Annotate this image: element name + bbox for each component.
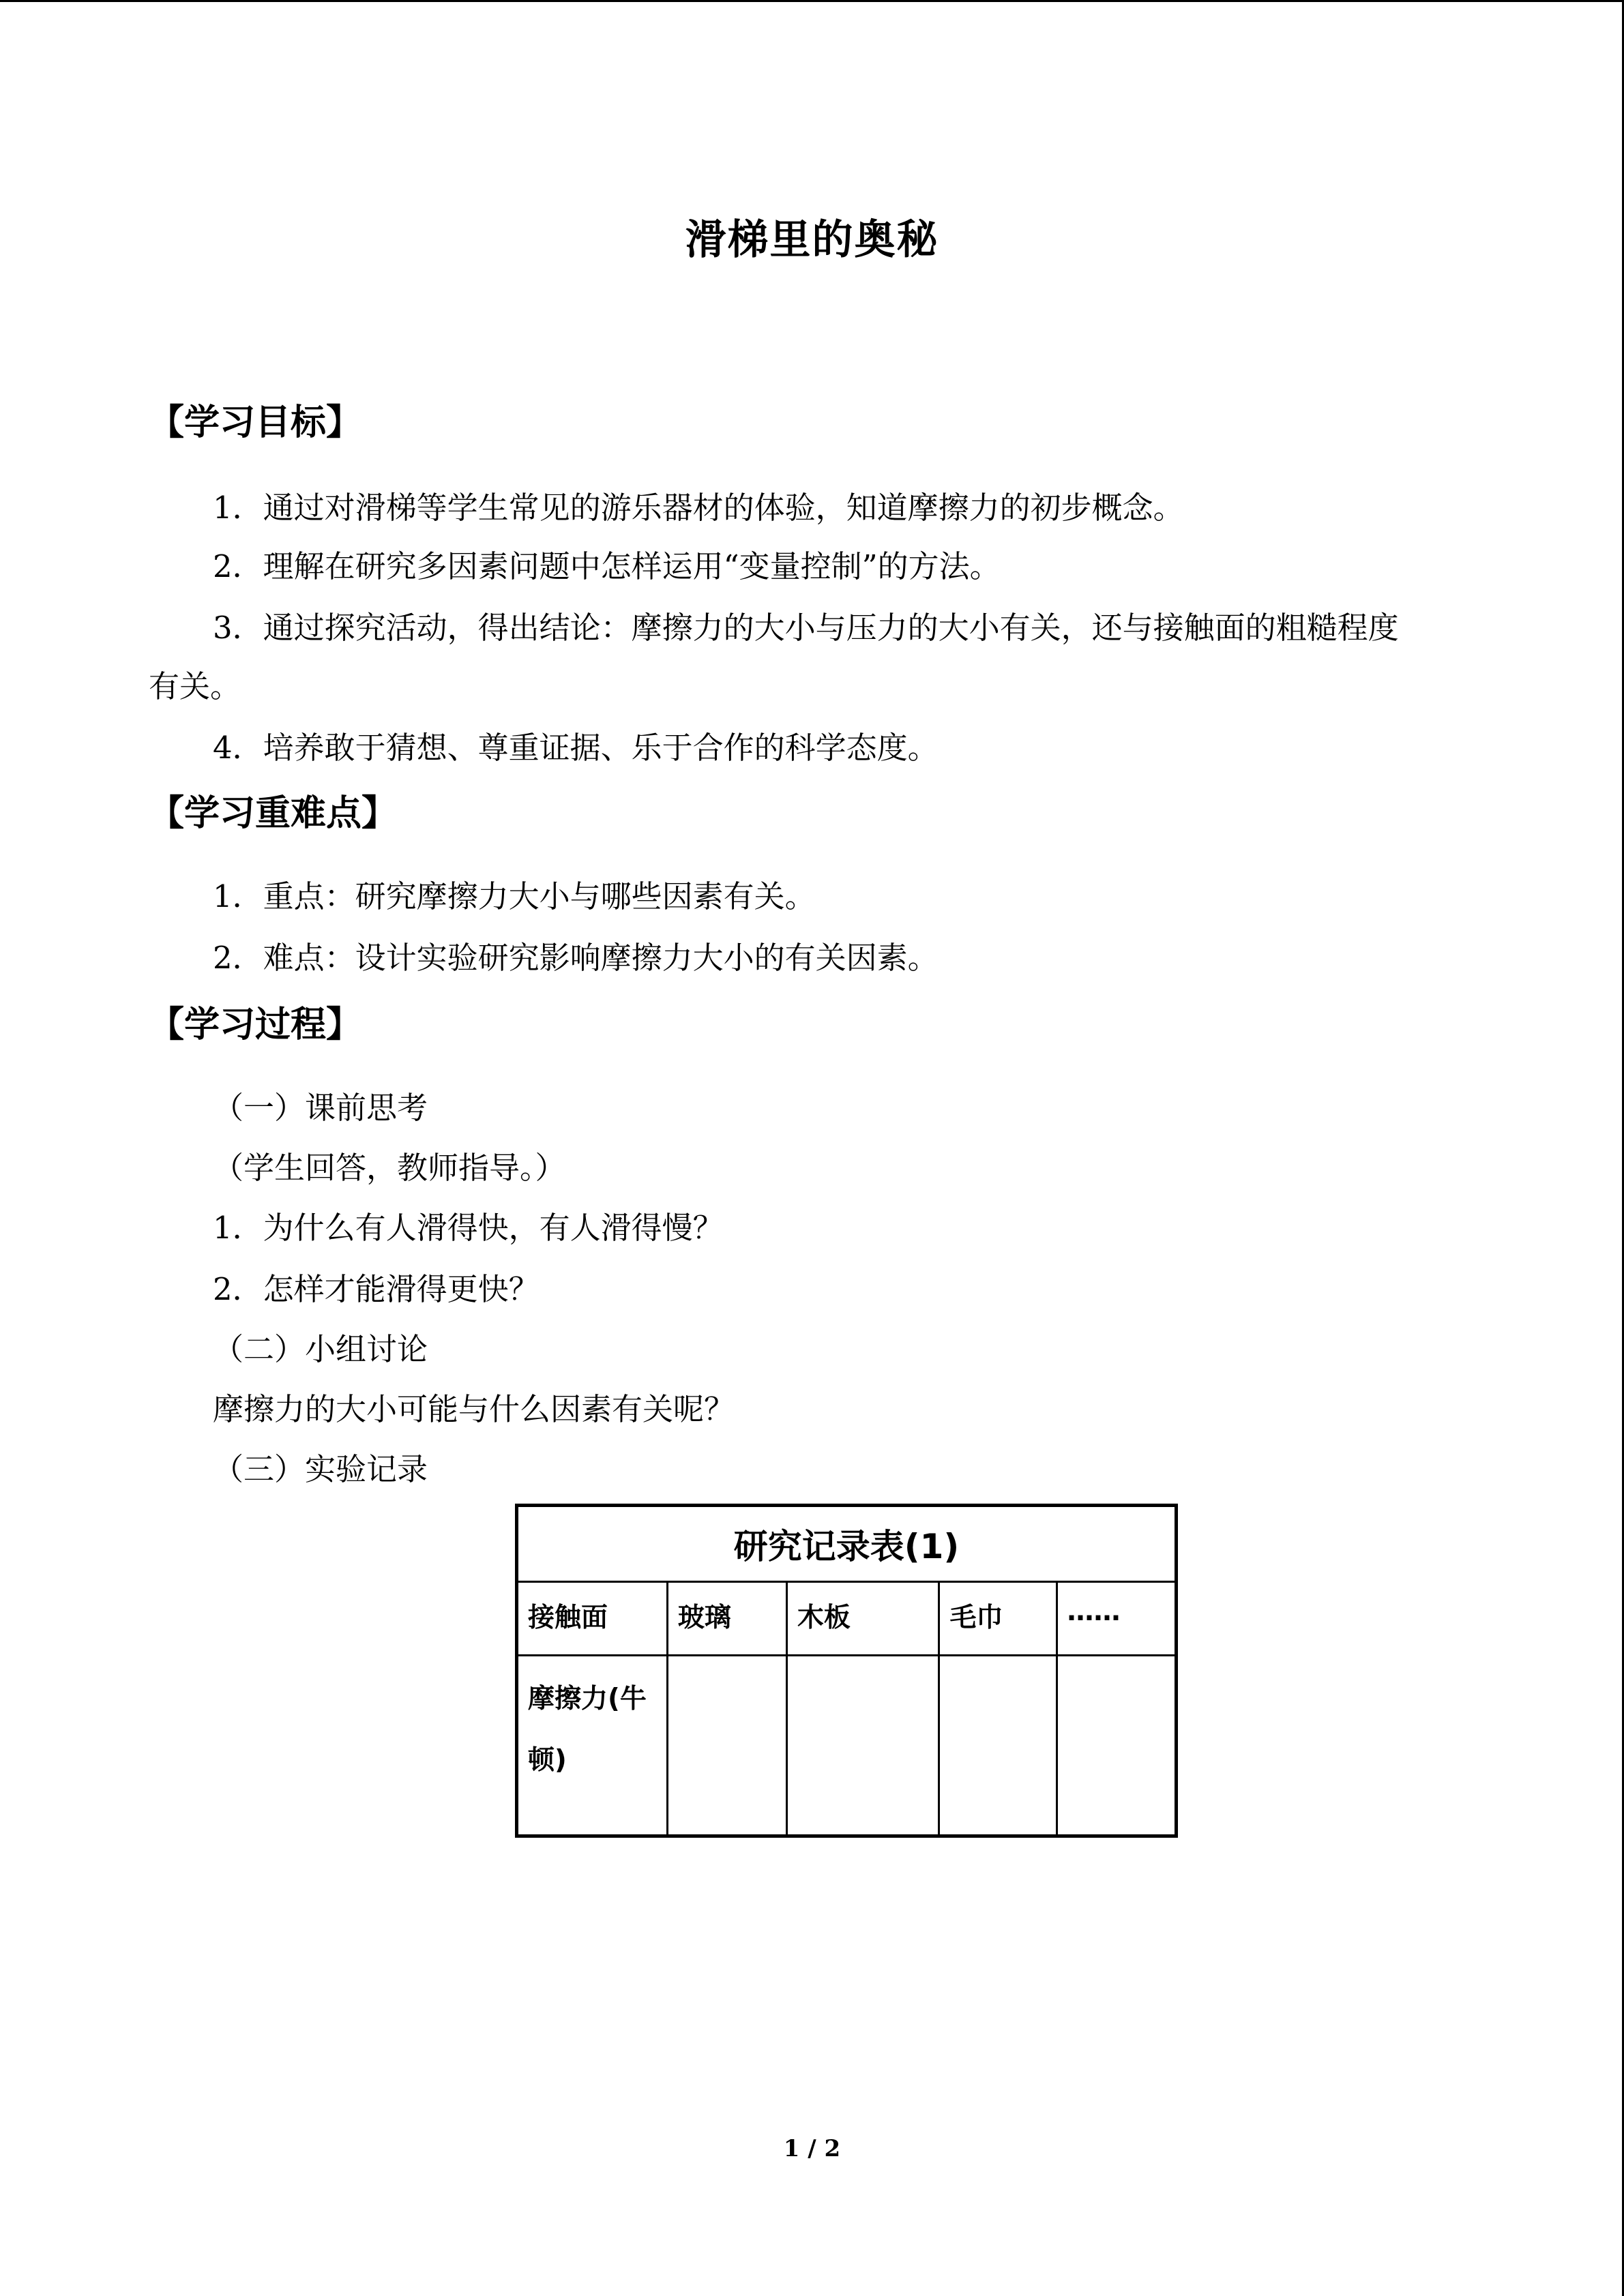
table-row: [517, 1656, 1177, 1836]
page-number: 1 / 2: [783, 2135, 841, 2162]
table-header-row: [517, 1582, 1177, 1656]
key-points-heading: 【学习重难点】: [149, 793, 398, 834]
process-line-3: 1．为什么有人滑得快，有人滑得慢？: [213, 1210, 724, 1246]
objective-item-2: 2．理解在研究多因素问题中怎样运用“变量控制”的方法。: [213, 548, 1001, 584]
header-glass: 玻璃: [667, 1582, 786, 1656]
objectives-heading: 【学习目标】: [149, 402, 362, 443]
row-label-friction: [517, 1656, 668, 1836]
process-line-2: （学生回答，教师指导。）: [213, 1150, 566, 1186]
process-line-6: 摩擦力的大小可能与什么因素有关呢？: [213, 1391, 735, 1427]
row-label-line-2: 顿): [528, 1745, 567, 1776]
process-line-1: （一）课前思考: [213, 1090, 428, 1126]
cell-other-value[interactable]: [1057, 1656, 1176, 1836]
objective-item-3: 3．通过探究活动，得出结论：摩擦力的大小与压力的大小有关，还与接触面的粗糙程度: [213, 610, 1399, 646]
process-line-5: （二）小组讨论: [213, 1331, 428, 1367]
header-wood-board: 木板: [786, 1582, 939, 1656]
row-label-line-1: 摩擦力(牛: [528, 1684, 647, 1714]
process-line-4: 2．怎样才能滑得更快？: [213, 1271, 540, 1307]
header-towel: 毛巾: [939, 1582, 1057, 1656]
header-contact-surface: 接触面: [517, 1582, 668, 1656]
cell-glass-value[interactable]: [667, 1656, 786, 1836]
cell-towel-value[interactable]: [939, 1656, 1057, 1836]
table-caption: 研究记录表(1): [517, 1506, 1177, 1582]
process-heading: 【学习过程】: [149, 1004, 362, 1045]
objective-item-3-continued: 有关。: [149, 668, 241, 704]
process-line-7: （三）实验记录: [213, 1451, 428, 1487]
key-point-item-2: 2．难点：设计实验研究影响摩擦力大小的有关因素。: [213, 940, 939, 976]
cell-wood-value[interactable]: [786, 1656, 939, 1836]
key-point-item-1: 1．重点：研究摩擦力大小与哪些因素有关。: [213, 878, 816, 914]
objective-item-1: 1．通过对滑梯等学生常见的游乐器材的体验，知道摩擦力的初步概念。: [213, 490, 1184, 526]
document-title: 滑梯里的奥秘: [685, 216, 939, 264]
objective-item-4: 4．培养敢于猜想、尊重证据、乐于合作的科学态度。: [213, 730, 939, 766]
header-ellipsis: ……: [1057, 1582, 1176, 1656]
research-record-table: [515, 1504, 1178, 1838]
